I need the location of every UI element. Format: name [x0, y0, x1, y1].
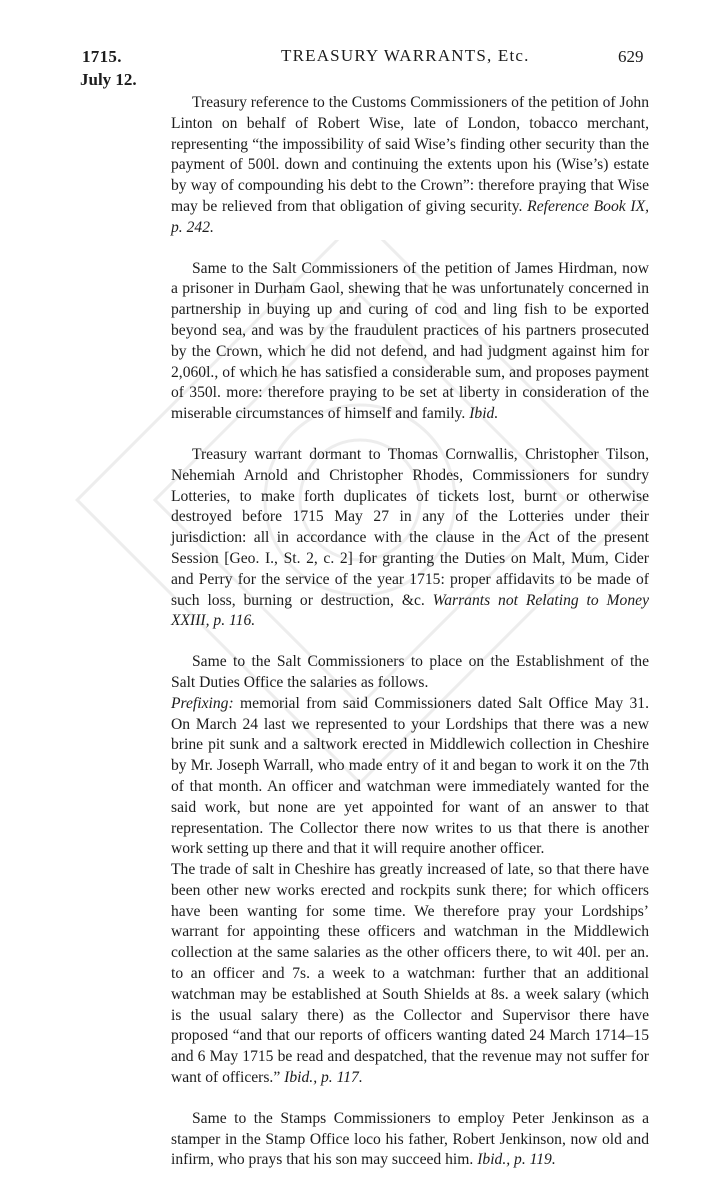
entry-body: [171, 445, 649, 632]
entry-prefix-paragraph: [171, 694, 649, 860]
paragraph-text: The trade of salt in Cheshire has greatly increased of late, so that there have been other new works erected and rockpits sunk there; for which officers have been wanting for some time. We therefore pray your Lordships’ warrant for appointing these officers and watchman in the Middlewich collection at the same salaries as the other officers there, to wit 40l. per an. to an officer and 7s. a week to a watchman: further that an additional watchman may be established at South Shields at 8s. a week salary (which is the usual salary there) as the Collector and Supervisor there have proposed “and that our reports of officers wanting dated 24 March 1714–15 and 6 May 1715 be read and despatched, that the revenue may not suffer for want of officers.”: [171, 861, 649, 1087]
running-head: TREASURY WARRANTS, Etc.: [281, 46, 530, 65]
entry-text: Same to the Stamps Commissioners to employ Peter Jenkinson as a stamper in the Stamp Office loco his father, Robert Jenkinson, now old and infirm, who prays that his son may succeed him.: [171, 1109, 649, 1169]
entry-reference: Reference Book IX, p. 242.: [171, 197, 649, 236]
prefix-label: Prefixing:: [171, 694, 234, 712]
entry-paragraph: [171, 860, 649, 1089]
entry-body: [171, 93, 649, 239]
entry: [171, 1109, 649, 1171]
entry-body: [171, 1109, 649, 1171]
entry-text: Treasury reference to the Customs Commissioners of the petition of John Linton on behalf of Robert Wise, late of London, tobacco merchant, representing “the impossibility of said Wise’s finding other security than the payment of 500l. down and continuing the extents upon his (Wise’s) estate by way of compounding his debt to the Crown”: therefore praying that Wise may be relieved from that obligation of giving security.: [171, 94, 649, 215]
entry-reference: Ibid., p. 117.: [284, 1069, 363, 1087]
entries-column: [171, 93, 649, 1191]
year-label: 1715.: [82, 47, 122, 66]
entry-body: [171, 652, 649, 694]
prefix-text: memorial from said Commissioners dated Salt Office May 31. On March 24 last we represented to your Lordships that there was a new brine pit sunk and a saltwork erected in Middlewich collection in Cheshire by Mr. Joseph Warrall, who made entry of it and began to work it on the 7th of that month. An officer and watchman were immediately wanted for the said work, but none are yet appointed for want of an answer to that representation. The Collector there now writes to us that there is another work setting up there and that it will require another officer.: [171, 694, 649, 858]
entry-reference: Ibid.: [469, 405, 499, 423]
entry-text: Same to the Salt Commissioners of the petition of James Hirdman, now a prisoner in Durham Gaol, shewing that he was unfortunately concerned in partnership in buying up and curing of cod and ling fish to be exported beyond sea, and was by the fraudulent practices of his partners prosecuted by the Crown, which he did not defend, and had judgment against him for 2,060l., of which he has satisfied a considerable sum, and proposes payment of 350l. more: therefore praying to be set at liberty in consideration of the miserable circumstances of himself and family.: [171, 259, 649, 423]
entry-text: Treasury warrant dormant to Thomas Cornwallis, Christopher Tilson, Nehemiah Arnold and Christopher Rhodes, Commissioners for sundry Lotteries, to make forth duplicates of tickets lost, burnt or otherwise destroyed before 1715 May 27 in any of the Lotteries under their jurisdiction: all in accordance with the clause in the Act of the present Session [Geo. I., St. 2, c. 2] for granting the Duties on Malt, Mum, Cider and Perry for the service of the year 1715: proper affidavits to be made of such loss, burning or destruction, &c.: [171, 445, 649, 609]
entry: [171, 259, 649, 425]
entry-text: Same to the Salt Commissioners to place on the Establishment of the Salt Duties Office the salaries as follows.: [171, 653, 649, 691]
entry-body: [171, 259, 649, 425]
entry: [171, 652, 649, 1089]
page-number: 629: [618, 47, 644, 66]
entry-reference: Ibid., p. 119.: [477, 1151, 556, 1169]
entry: [171, 93, 649, 239]
entry-reference: Warrants not Relating to Money XXIII, p. 116.: [171, 591, 649, 630]
date-label: July 12.: [80, 70, 137, 89]
entry: [171, 445, 649, 632]
